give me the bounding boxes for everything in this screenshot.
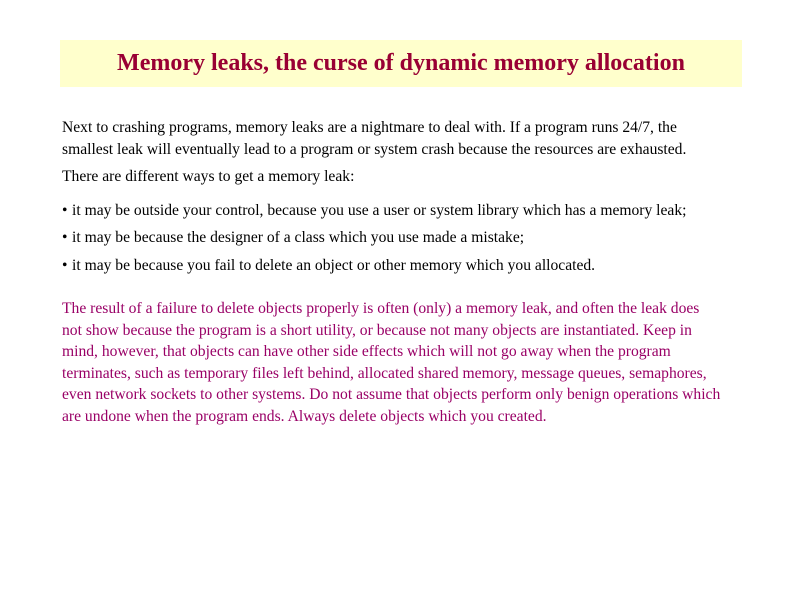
- intro-paragraph: Next to crashing programs, memory leaks are a nightmare to deal with. If a program runs 24/7, the smallest leak will eventually lead to a program or system crash because the resources are exhausted.: [62, 119, 687, 158]
- bullet-icon: •: [62, 229, 68, 246]
- list-item-text: it may be because you fail to delete an object or other memory which you allocated.: [72, 256, 596, 274]
- list-item: [62, 255, 722, 277]
- bullet-icon: •: [62, 201, 68, 219]
- conclusion-paragraph: The result of a failure to delete objects properly is often (only) a memory leak, and often the leak does not show because the program is a short utility, or because not many objects are instantiated. Keep in mind, however, that objects can have other side effects which will not go away when the program terminates, such as temporary files left behind, allocated shared memory, message queues, semaphores, even network sockets to other systems. Do not assume that objects perform only benign operations which are undone when the program ends. Always delete objects which you created.: [62, 300, 721, 425]
- list-item: [62, 200, 722, 222]
- ways-intro-paragraph: There are different ways to get a memory leak:: [62, 168, 355, 185]
- slide-content: [62, 117, 722, 427]
- slide-title: Memory leaks, the curse of dynamic memory allocation: [117, 50, 685, 76]
- memory-leak-causes-list: [62, 200, 722, 277]
- list-item-text: it may be because the designer of a class which you use made a mistake;: [72, 229, 525, 246]
- list-item: [62, 227, 722, 249]
- list-item-text: it may be outside your control, because you use a user or system library which has a memory leak;: [72, 201, 687, 219]
- title-banner: [60, 40, 742, 87]
- bullet-icon: •: [62, 256, 68, 274]
